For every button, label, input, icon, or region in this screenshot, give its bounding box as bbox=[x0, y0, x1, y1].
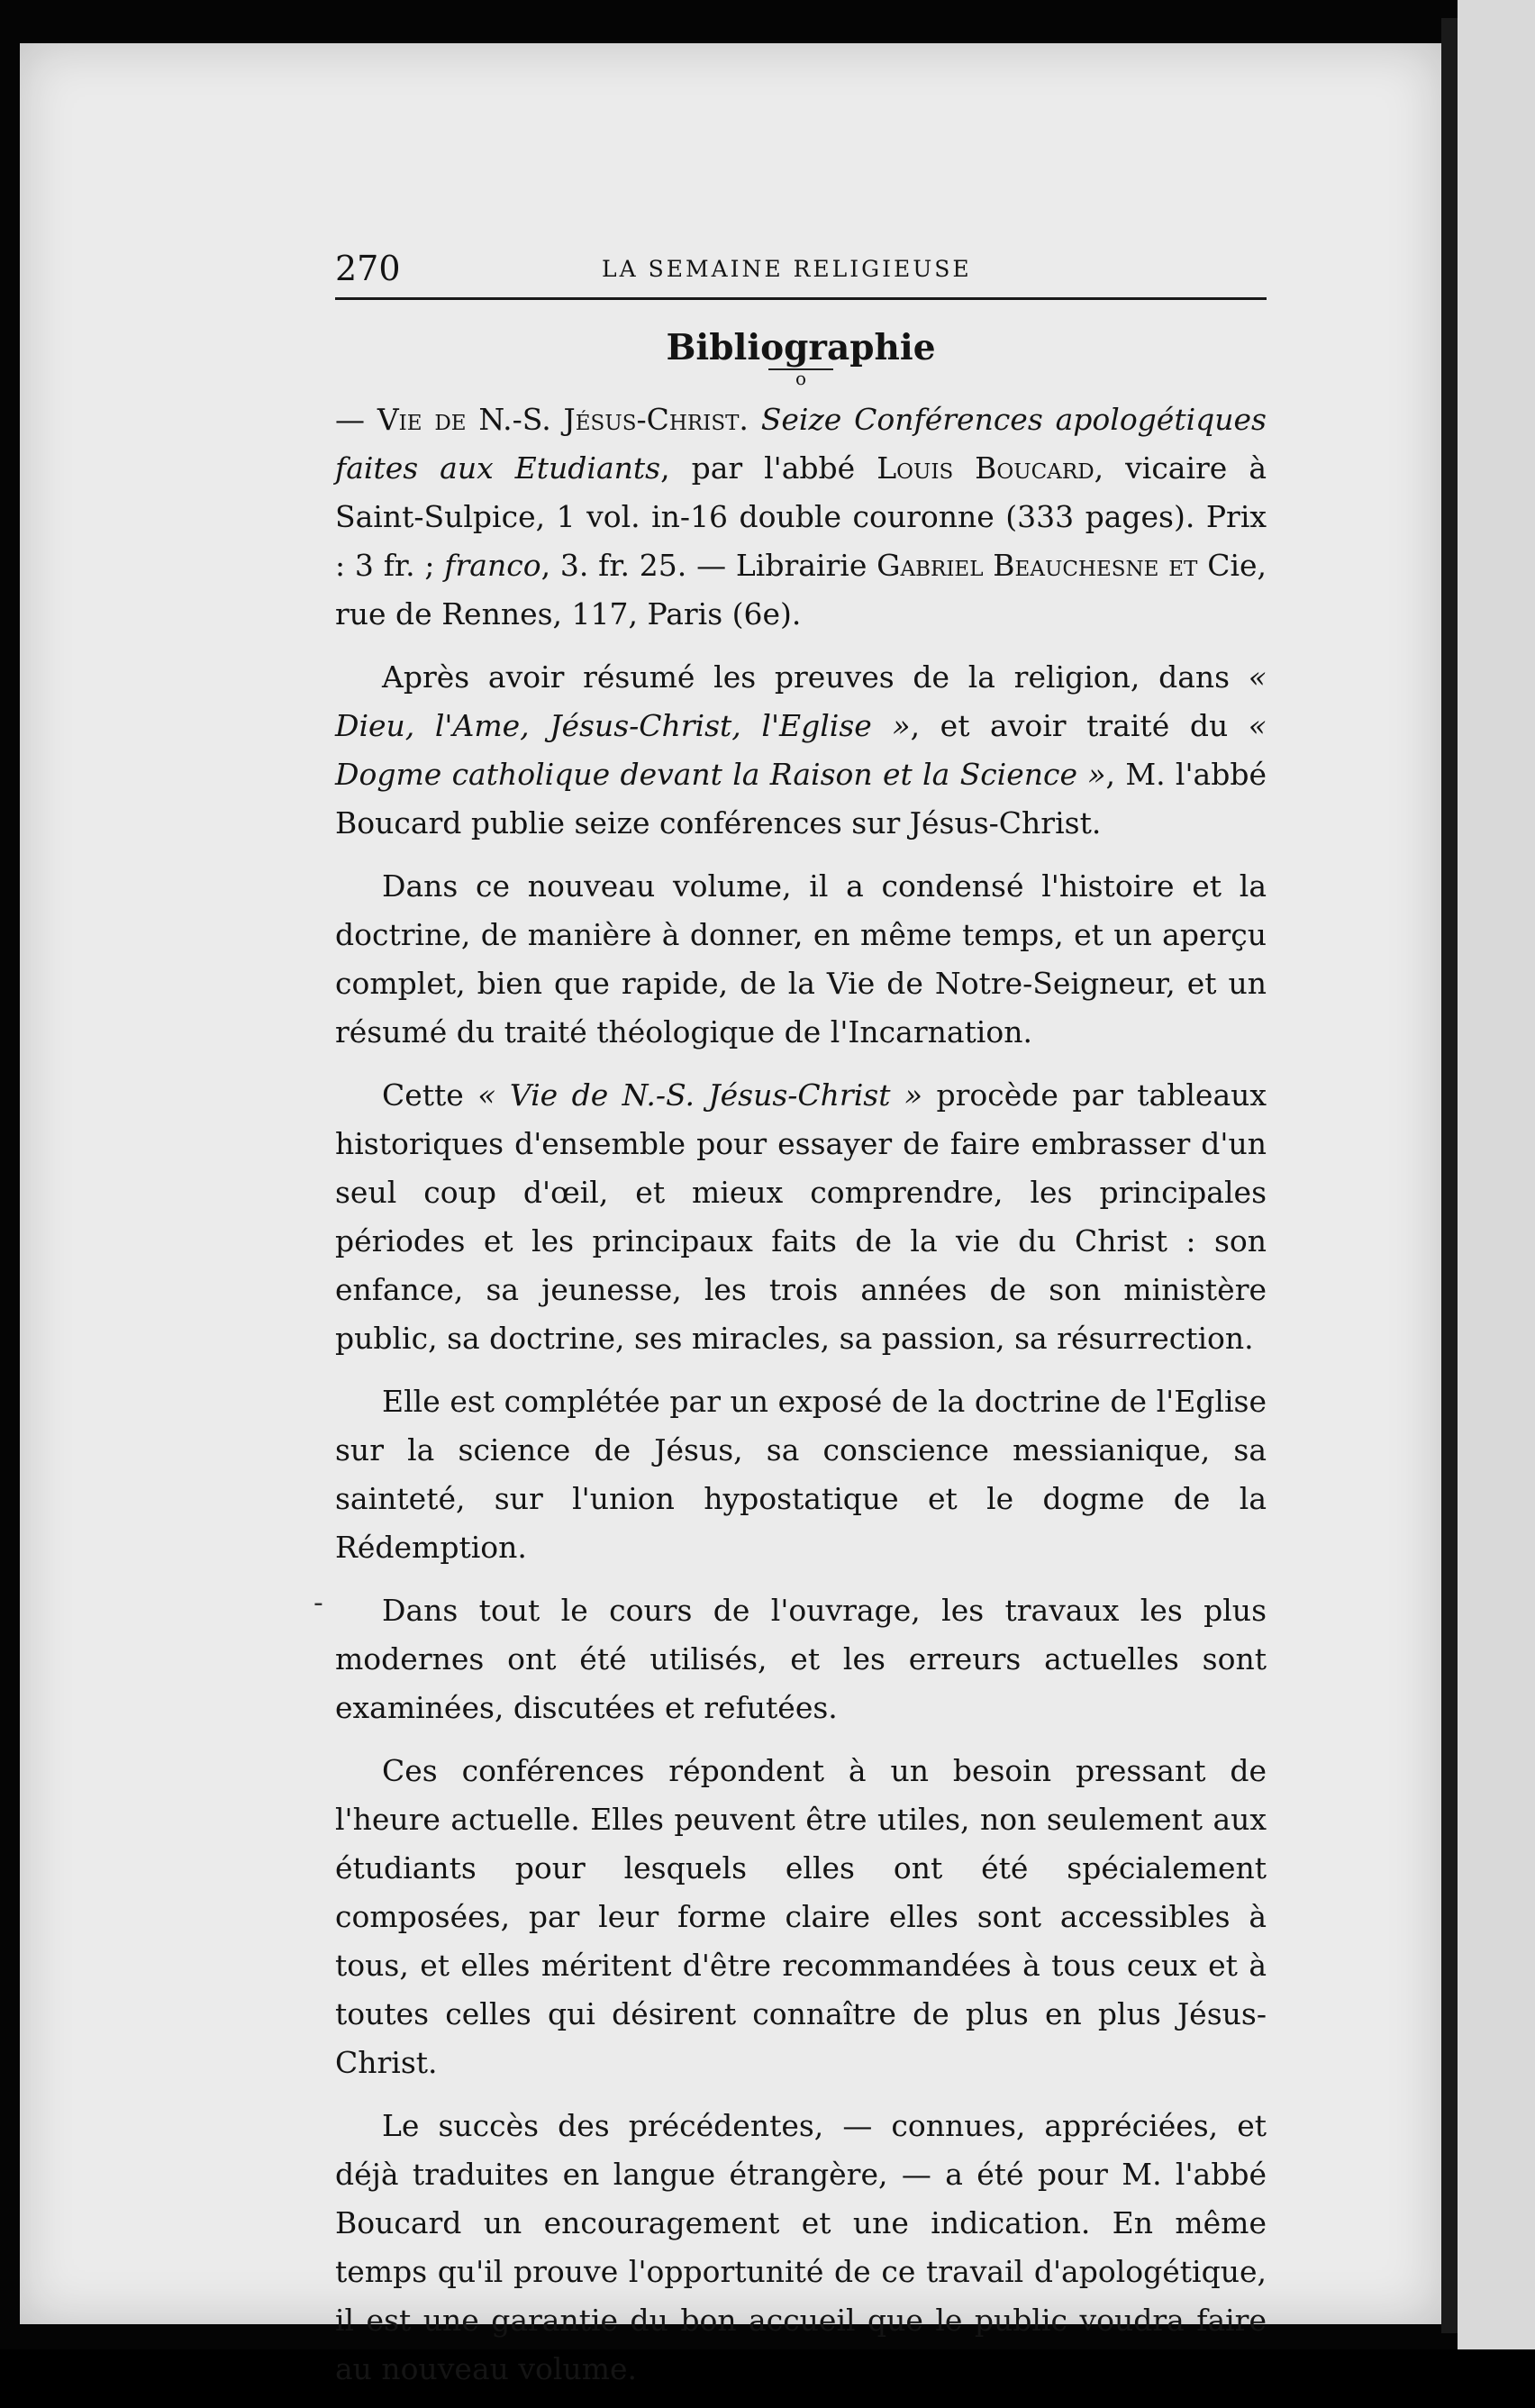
page-gutter-shadow bbox=[1441, 18, 1458, 2333]
bibliography-entry: — Vie de N.-S. Jésus-Christ. Seize Conférences apologétiques faites aux Etudiants, par l'abbé Louis Boucard, vicaire à Saint-Sulpice, 1 vol. in-16 double couronne (333 pages). Prix : 3 fr. ; franco, 3. fr. 25. — Librairie Gabriel Beauchesne et Cie, rue de Rennes, 117, Paris (6e). bbox=[335, 402, 1267, 632]
entry-dash: — bbox=[335, 402, 365, 437]
page-content bbox=[335, 225, 1267, 2408]
paragraph-3: Dans ce nouveau volume, il a condensé l'histoire et la doctrine, de manière à donner, en même temps, et un aperçu complet, bien que rapide, de la Vie de Notre-Seigneur, et un résumé du traité théologique de l'Incarnation. bbox=[335, 868, 1267, 1050]
entry-publisher: Gabriel Beauchesne et bbox=[876, 548, 1198, 583]
section-ornament: o bbox=[335, 368, 1267, 386]
entry-subtitle: Seize Conférences apologétiques faites aux Etudiants bbox=[335, 402, 1267, 486]
paragraph-7: Ces conférences répondent à un besoin pressant de l'heure actuelle. Elles peuvent être utiles, non seulement aux étudiants pour lesquels elles ont été spécialement composées, par leur forme claire elles sont accessibles à tous, et elles méritent d'être recommandées à tous ceux et à toutes celles qui désirent connaître de plus en plus Jésus-Christ. bbox=[335, 1753, 1267, 2080]
entry-author: Louis Boucard bbox=[876, 450, 1094, 486]
paragraph-6: Dans tout le cours de l'ouvrage, les travaux les plus modernes ont été utilisés, et les erreurs actuelles sont examinées, discutées et refutées. bbox=[335, 1593, 1267, 1725]
page-number: 270 bbox=[335, 249, 401, 288]
margin-mark: - bbox=[313, 1587, 323, 1619]
adjacent-page-strip bbox=[1458, 0, 1535, 2349]
running-head bbox=[335, 225, 1267, 300]
entry-book-title: Vie de N.-S. Jésus-Christ. bbox=[377, 402, 749, 437]
entry-franco: franco bbox=[444, 548, 541, 583]
section-title: Bibliographie bbox=[666, 327, 936, 368]
paragraph-8: Le succès des précédentes, — connues, appréciées, et déjà traduites en langue étrangère, — a été pour M. l'abbé Boucard un encouragement et une indication. En même temps qu'il prouve l'opportunité de ce travail d'apologétique, il est une garantie du bon accueil que le public voudra faire au nouveau volume. bbox=[335, 2108, 1267, 2386]
paragraph-2: Après avoir résumé les preuves de la religion, dans « Dieu, l'Ame, Jésus-Christ, l'Eglise », et avoir traité du « Dogme catholique devant la Raison et la Science », M. l'abbé Boucard publie seize conférences sur Jésus-Christ. bbox=[335, 659, 1267, 841]
paragraph-5: Elle est complétée par un exposé de la doctrine de l'Eglise sur la science de Jésus, sa conscience messianique, sa sainteté, sur l'union hypostatique et le dogme de la Rédemption. bbox=[335, 1384, 1267, 1565]
paragraph-4: Cette « Vie de N.-S. Jésus-Christ » procède par tableaux historiques d'ensemble pour essayer de faire embrasser d'un seul coup d'œil, et mieux comprendre, les principales périodes et les principaux faits de la vie du Christ : son enfance, sa jeunesse, les trois années de son ministère public, sa doctrine, ses miracles, sa passion, sa résurrection. bbox=[335, 1077, 1267, 1356]
running-title: LA SEMAINE RELIGIEUSE bbox=[602, 256, 972, 282]
